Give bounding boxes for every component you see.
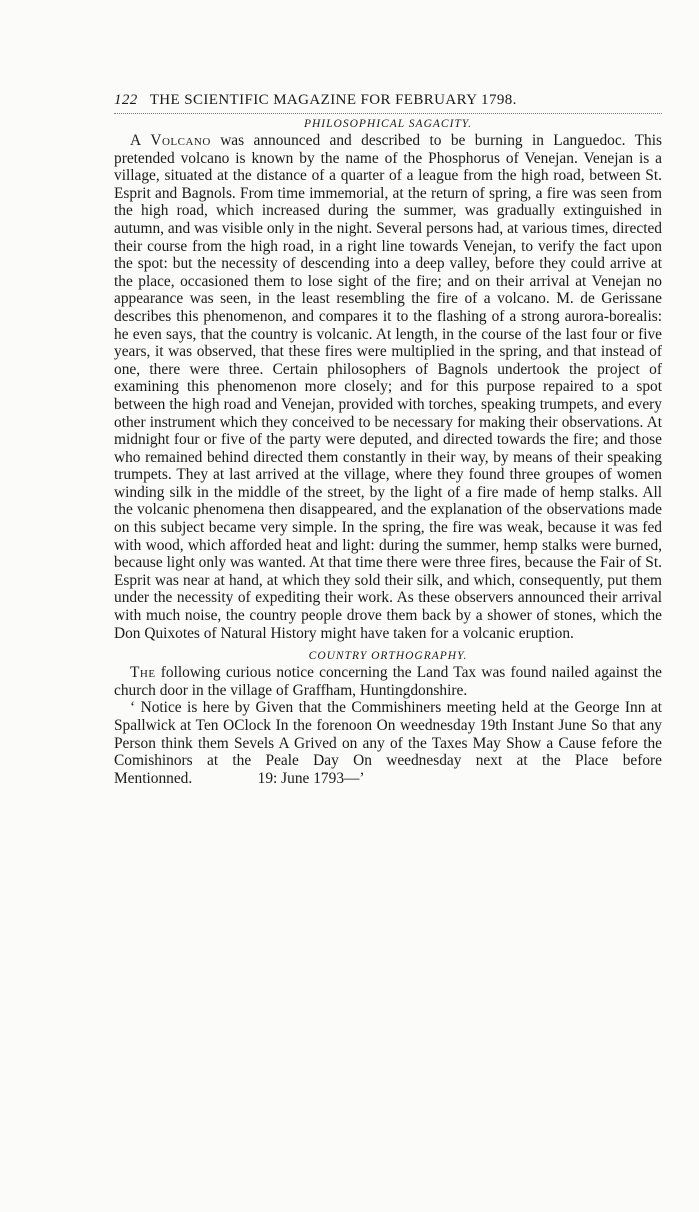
header-rule bbox=[114, 113, 662, 114]
intro-paragraph bbox=[114, 664, 662, 699]
article-text: was announced and described to be burning in Languedoc. This pretended volcano is known by the name of the Phosphorus of Venejan. Venejan is a village, situated at the distance of a quarter of a league from the high road, between St. Esprit and Bagnols. From time immemorial, at the return of spring, a fire was seen from the high road, which increased during the summer, was gradually extinguished in autumn, and was visible only in the night. Several persons had, at various times, directed their course from the high road, in a right line towards Venejan, to verify the fact upon the spot: but the necessity of descending into a deep valley, before they could arrive at the place, occasioned them to lose sight of the fire; and on their arrival at Venejan no appearance was seen, in the least resembling the fire of a volcano. M. de Gerissane describes this phenomenon, and compares it to the flashing of a strong aurora-borealis: he even says, that the country is volcanic. At length, in the course of the last four or five years, it was observed, that these fires were multiplied in the spring, and that instead of one, there were three. Certain philosophers of Bagnols undertook the project of examining this phenomenon more closely; and for this purpose repaired to a spot between the high road and Venejan, provided with torches, speaking trumpets, and every other instrument which they conceived to be necessary for making their observations. At midnight four or five of the party were deputed, and directed towards the fire; and those who remained behind directed them constantly in their way, by means of their speaking trumpets. They at last arrived at the village, where they found three groupes of women winding silk in the middle of the street, by the light of a fire made of hemp stalks. All the volcanic phenomena then disappeared, and the explanation of the observations made on this subject became very simple. In the spring, the fire was weak, because it was fed with wood, which afforded heat and light: during the summer, hemp stalks were burned, because light only was wanted. At that time there were three fires, because the Fair of St. Esprit was near at hand, at which they sold their silk, and which, consequently, put them under the necessity of expediting their work. As these observers announced their arrival with much noise, the country people drove them back by a shower of stones, which the Don Quixotes of Natural History might have taken for a volcanic eruption. bbox=[114, 132, 662, 642]
running-head bbox=[114, 92, 662, 109]
section-title-country-orthography: COUNTRY ORTHOGRAPHY. bbox=[308, 650, 468, 663]
lead-word: A Volcano bbox=[130, 132, 211, 149]
lead-word: The bbox=[130, 664, 156, 682]
running-title: THE SCIENTIFIC MAGAZINE FOR FEBRUARY 1798. bbox=[149, 92, 517, 108]
article-paragraph bbox=[114, 132, 662, 642]
notice-text: ‘ Notice is here by Given that the Commishiners meeting held at the George Inn at Spallwick at Ten OClock In the forenoon On weednesday 19th Instant June So that any Person think them Sevels A Grived on any of the Taxes May Show a Cause fefore the Comishinors at the Peale Day On weednesday next at the Place before Mentionned. bbox=[114, 699, 662, 787]
section-title-philosophical-sagacity: PHILOSOPHICAL SAGACITY. bbox=[303, 118, 473, 130]
intro-text: following curious notice concerning the Land Tax was found nailed against the church door in the village of Graffham, Huntingdonshire. bbox=[114, 664, 662, 699]
notice-paragraph bbox=[114, 699, 662, 787]
page bbox=[114, 92, 662, 787]
notice-date: 19: June 1793—’ bbox=[257, 769, 365, 787]
page-number: 122 bbox=[114, 92, 138, 108]
